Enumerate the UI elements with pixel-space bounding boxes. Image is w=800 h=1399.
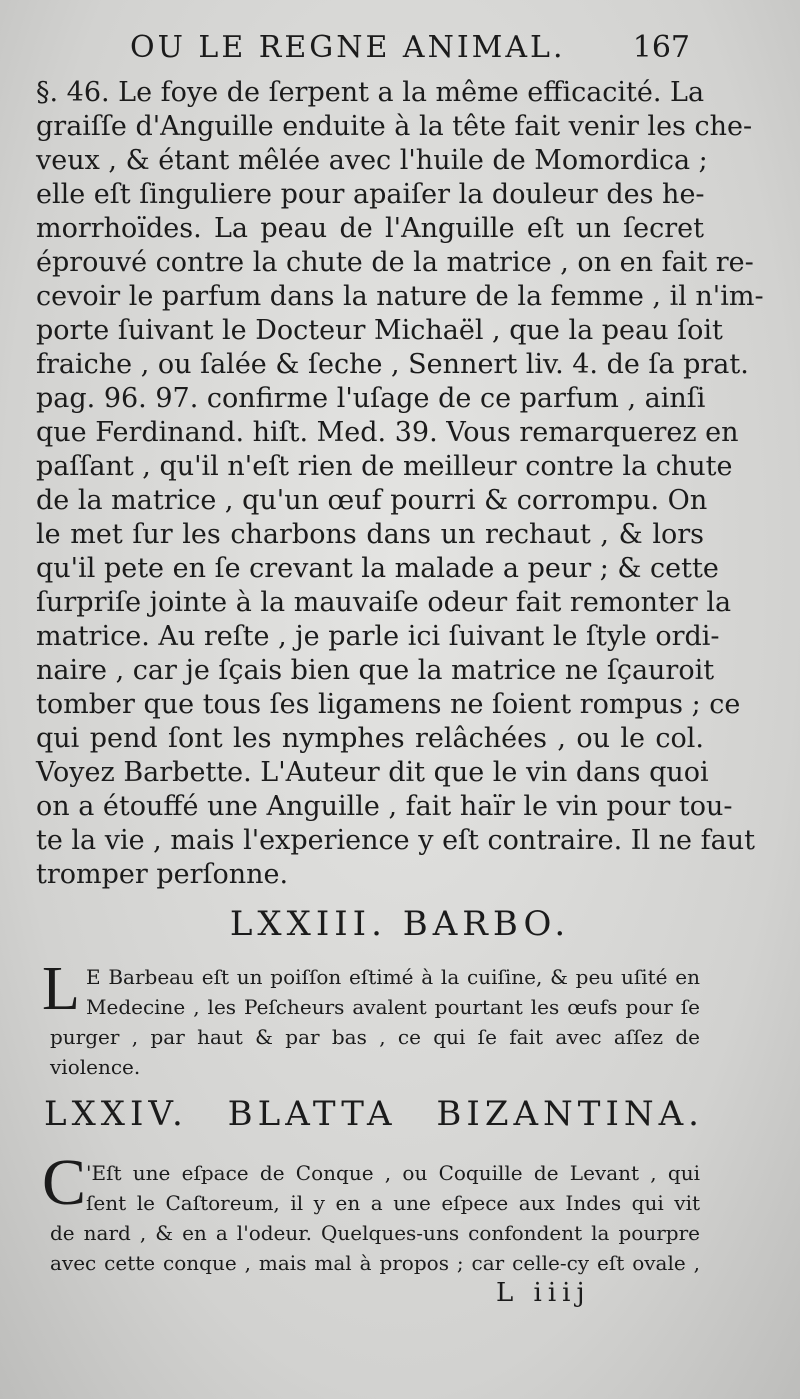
text-line: veux , & étant mêlée avec l'huile de Momordica ; [36,145,708,176]
text-line: paſſant , qu'il n'eſt rien de meilleur contre la chute [36,451,733,482]
text-line: on a étouffé une Anguille , fait haïr le vin pour tou- [36,791,733,822]
text-line: éprouvé contre la chute de la matrice , on en fait re- [36,247,754,278]
drop-cap: L [42,955,80,1023]
text-line: fraiche , ou ſalée & ſeche , Sennert liv. 4. de ſa prat. [36,349,749,380]
text-line: qu'il pete en ſe crevant la malade a peur ; & cette [36,553,719,584]
text-line: cevoir le parfum dans la nature de la femme , il n'im- [36,281,764,312]
text-line: violence. [50,1055,141,1079]
drop-cap: C [42,1146,87,1219]
text-line: morrhoïdes. La peau de l'Anguille eſt un ſecret [36,213,704,244]
text-line: pag. 96. 97. confirme l'uſage de ce parfum , ainſi [36,383,706,414]
text-line: tromper perſonne. [36,859,289,890]
section-heading-blatta: LXXIV. BLATTA BIZANTINA. [44,1094,704,1134]
text-line: matrice. Au reſte , je parle ici ſuivant le ſtyle ordi- [36,621,720,652]
text-line: purger , par haut & par bas , ce qui ſe fait avec aſſez de [50,1025,700,1049]
text-line: elle eſt ſinguliere pour apaiſer la douleur des he- [36,179,705,210]
text-line: Medecine , les Peſcheurs avalent pourtant les œufs pour ſe [86,995,700,1019]
signature-mark: L iiij [496,1278,591,1308]
running-head-title: OU LE REGNE ANIMAL. [130,30,566,65]
text-line: de la matrice , qu'un œuf pourri & corrompu. On [36,485,708,516]
text-line: porte ſuivant le Docteur Michaël , que la peau ſoit [36,315,723,346]
text-line: §. 46. Le foye de ſerpent a la même efficacité. La [36,77,705,108]
blatta-text-block [50,1158,700,1278]
text-line: 'Eſt une eſpace de Conque , ou Coquille de Levant , qui [86,1161,700,1185]
text-line: le met ſur les charbons dans un rechaut , & lors [36,519,704,550]
page-number: 167 [632,30,690,65]
text-line: de nard , & en a l'odeur. Quelques-uns confondent la pourpre [50,1221,700,1245]
barbo-text-block [50,962,700,1082]
text-line: graiſſe d'Anguille enduite à la tête fait venir les che- [36,111,753,142]
text-line: qui pend ſont les nymphes relâchées , ou le col. [36,723,704,754]
main-text-block [36,76,764,892]
text-line: ſent le Caſtoreum, il y en a une eſpece aux Indes qui vit [86,1191,700,1215]
text-line: tomber que tous ſes ligamens ne ſoient rompus ; ce [36,689,741,720]
text-line: avec cette conque , mais mal à propos ; car celle-cy eſt ovale , [50,1251,700,1275]
section-heading-barbo: LXXIII. BARBO. [229,904,571,944]
text-line: que Ferdinand. hiſt. Med. 39. Vous remarquerez en [36,417,739,448]
text-line: E Barbeau eſt un poiſſon eſtimé à la cuiſine, & peu uſité en [86,965,700,989]
text-line: ſurpriſe jointe à la mauvaiſe odeur fait remonter la [36,587,732,618]
text-line: te la vie , mais l'experience y eſt contraire. Il ne faut [36,825,755,856]
text-line: naire , car je ſçais bien que la matrice ne ſçauroit [36,655,715,686]
text-line: Voyez Barbette. L'Auteur dit que le vin dans quoi [36,757,709,788]
